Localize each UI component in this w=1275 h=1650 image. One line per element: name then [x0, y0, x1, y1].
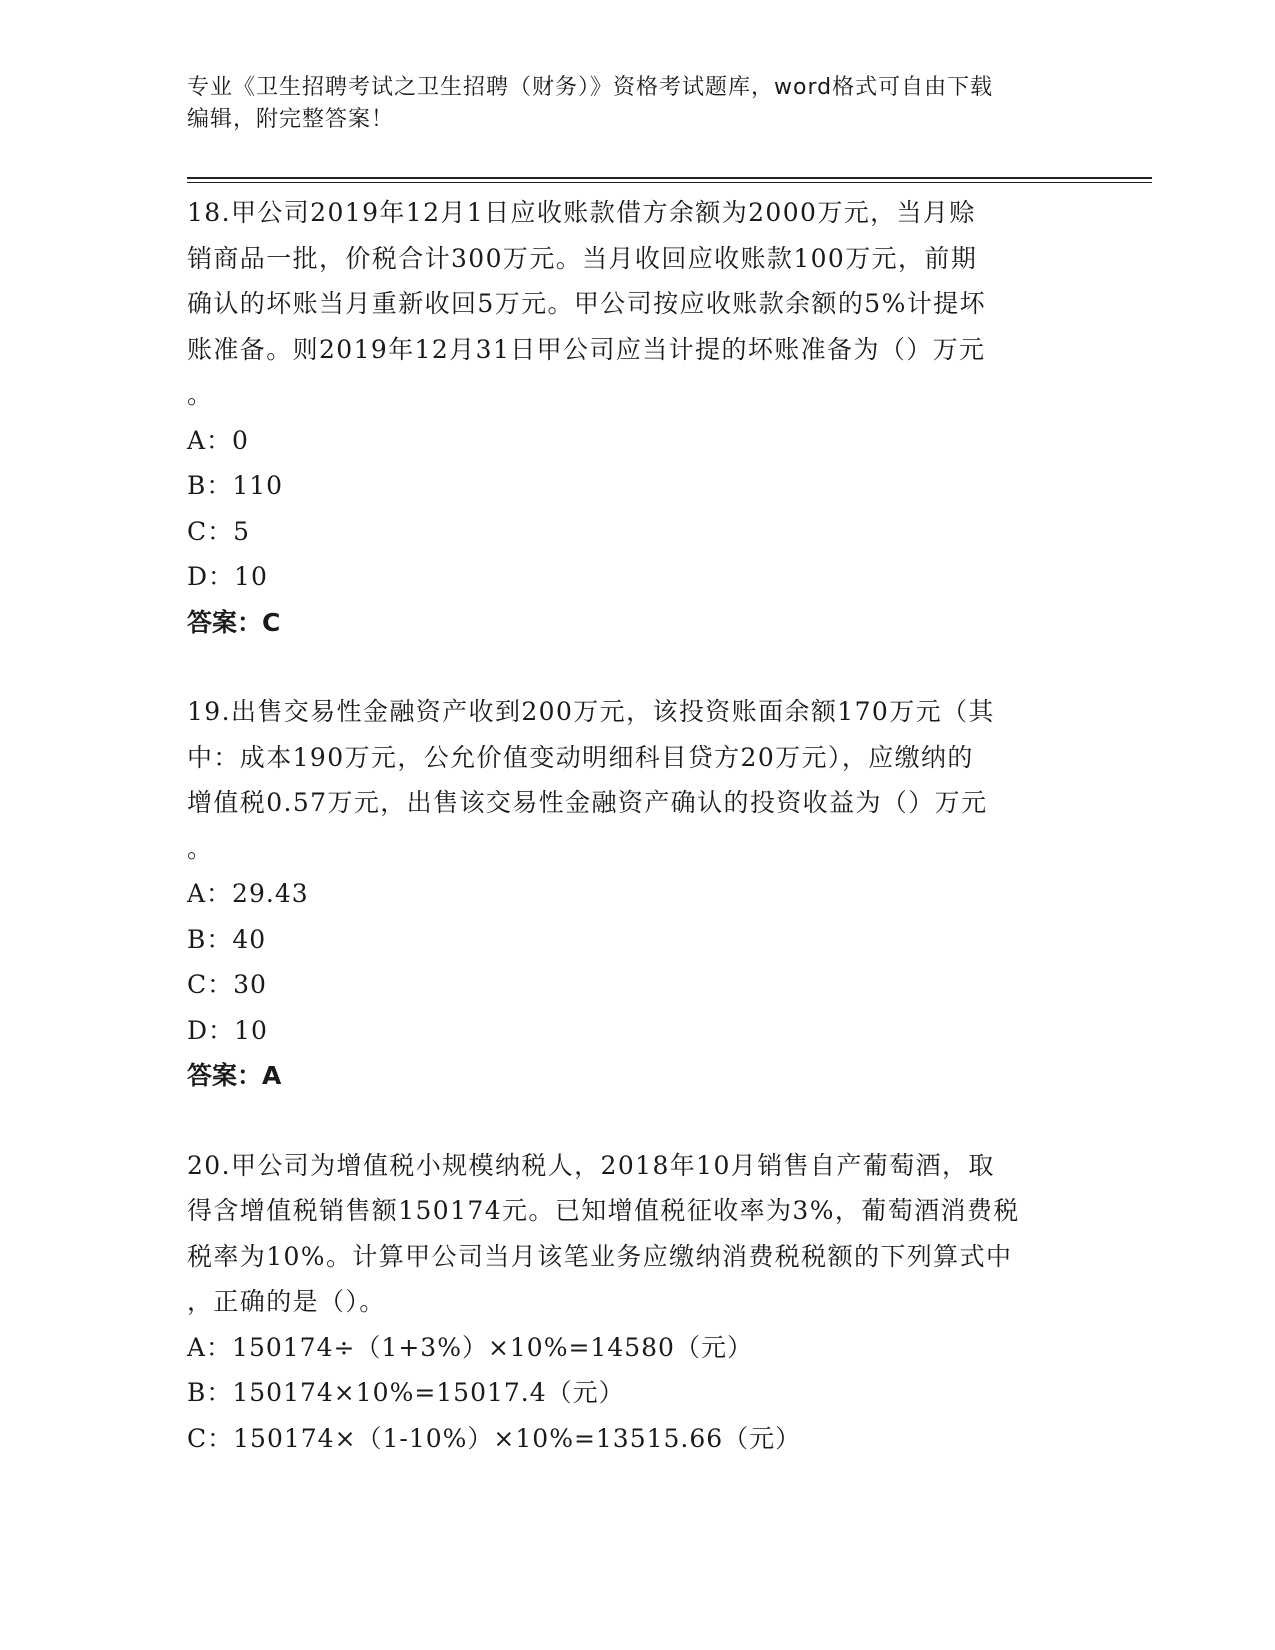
- header-line-2: 编辑，附完整答案！: [187, 107, 395, 132]
- question-stem-line: 增值税0.57万元，出售该交易性金融资产确认的投资收益为（）万元: [187, 788, 988, 817]
- option-c: C：150174×（1-10%）×10%=13515.66（元）: [187, 1423, 802, 1453]
- question-stem-line: 。: [187, 380, 214, 409]
- option-d: D：10: [187, 562, 268, 591]
- spacer: [187, 1099, 1087, 1143]
- question-19: [187, 689, 1087, 1099]
- header-divider-thin: [187, 182, 1152, 183]
- option-b: B：40: [187, 924, 267, 954]
- answer: 答案：C: [187, 607, 281, 637]
- question-stem-line: 销商品一批，价税合计300万元。当月收回应收账款100万元，前期: [187, 243, 978, 273]
- question-stem-line: 税率为10%。计算甲公司当月该笔业务应缴纳消费税税额的下列算式中: [187, 1241, 1013, 1271]
- question-stem-line: 20.甲公司为增值税小规模纳税人，2018年10月销售自产葡萄酒，取: [187, 1150, 995, 1180]
- question-stem-line: 得含增值税销售额150174元。已知增值税征收率为3%，葡萄酒消费税: [187, 1196, 1020, 1225]
- document-header: [187, 72, 1087, 136]
- spacer: [187, 645, 1087, 689]
- header-divider-thick: [187, 177, 1152, 179]
- question-stem-line: 账准备。则2019年12月31日甲公司应当计提的坏账准备为（）万元: [187, 334, 986, 364]
- option-a: A：150174÷（1+3%）×10%=14580（元）: [187, 1332, 753, 1362]
- question-stem-line: 确认的坏账当月重新收回5万元。甲公司按应收账款余额的5%计提坏: [187, 289, 986, 318]
- option-c: C：30: [187, 970, 267, 999]
- question-stem-line: 19.出售交易性金融资产收到200万元，该投资账面余额170万元（其: [187, 697, 995, 726]
- option-b: B：110: [187, 471, 284, 500]
- question-stem-line: 。: [187, 833, 214, 863]
- option-a: A：29.43: [187, 879, 309, 908]
- answer: 答案：A: [187, 1061, 282, 1090]
- option-d: D：10: [187, 1015, 268, 1045]
- question-18: [187, 190, 1087, 645]
- question-list: [187, 190, 1087, 1461]
- question-stem-line: ，正确的是（）。: [187, 1287, 386, 1316]
- question-stem-line: 中：成本190万元，公允价值变动明细科目贷方20万元），应缴纳的: [187, 742, 974, 772]
- option-b: B：150174×10%=15017.4（元）: [187, 1378, 625, 1407]
- question-stem-line: 18.甲公司2019年12月1日应收账款借方余额为2000万元，当月赊: [187, 198, 976, 227]
- header-line-1: 专业《卫生招聘考试之卫生招聘（财务）》资格考试题库，word格式可自由下载: [187, 75, 994, 100]
- question-20: [187, 1143, 1087, 1462]
- option-c: C：5: [187, 516, 251, 546]
- option-a: A：0: [187, 425, 249, 455]
